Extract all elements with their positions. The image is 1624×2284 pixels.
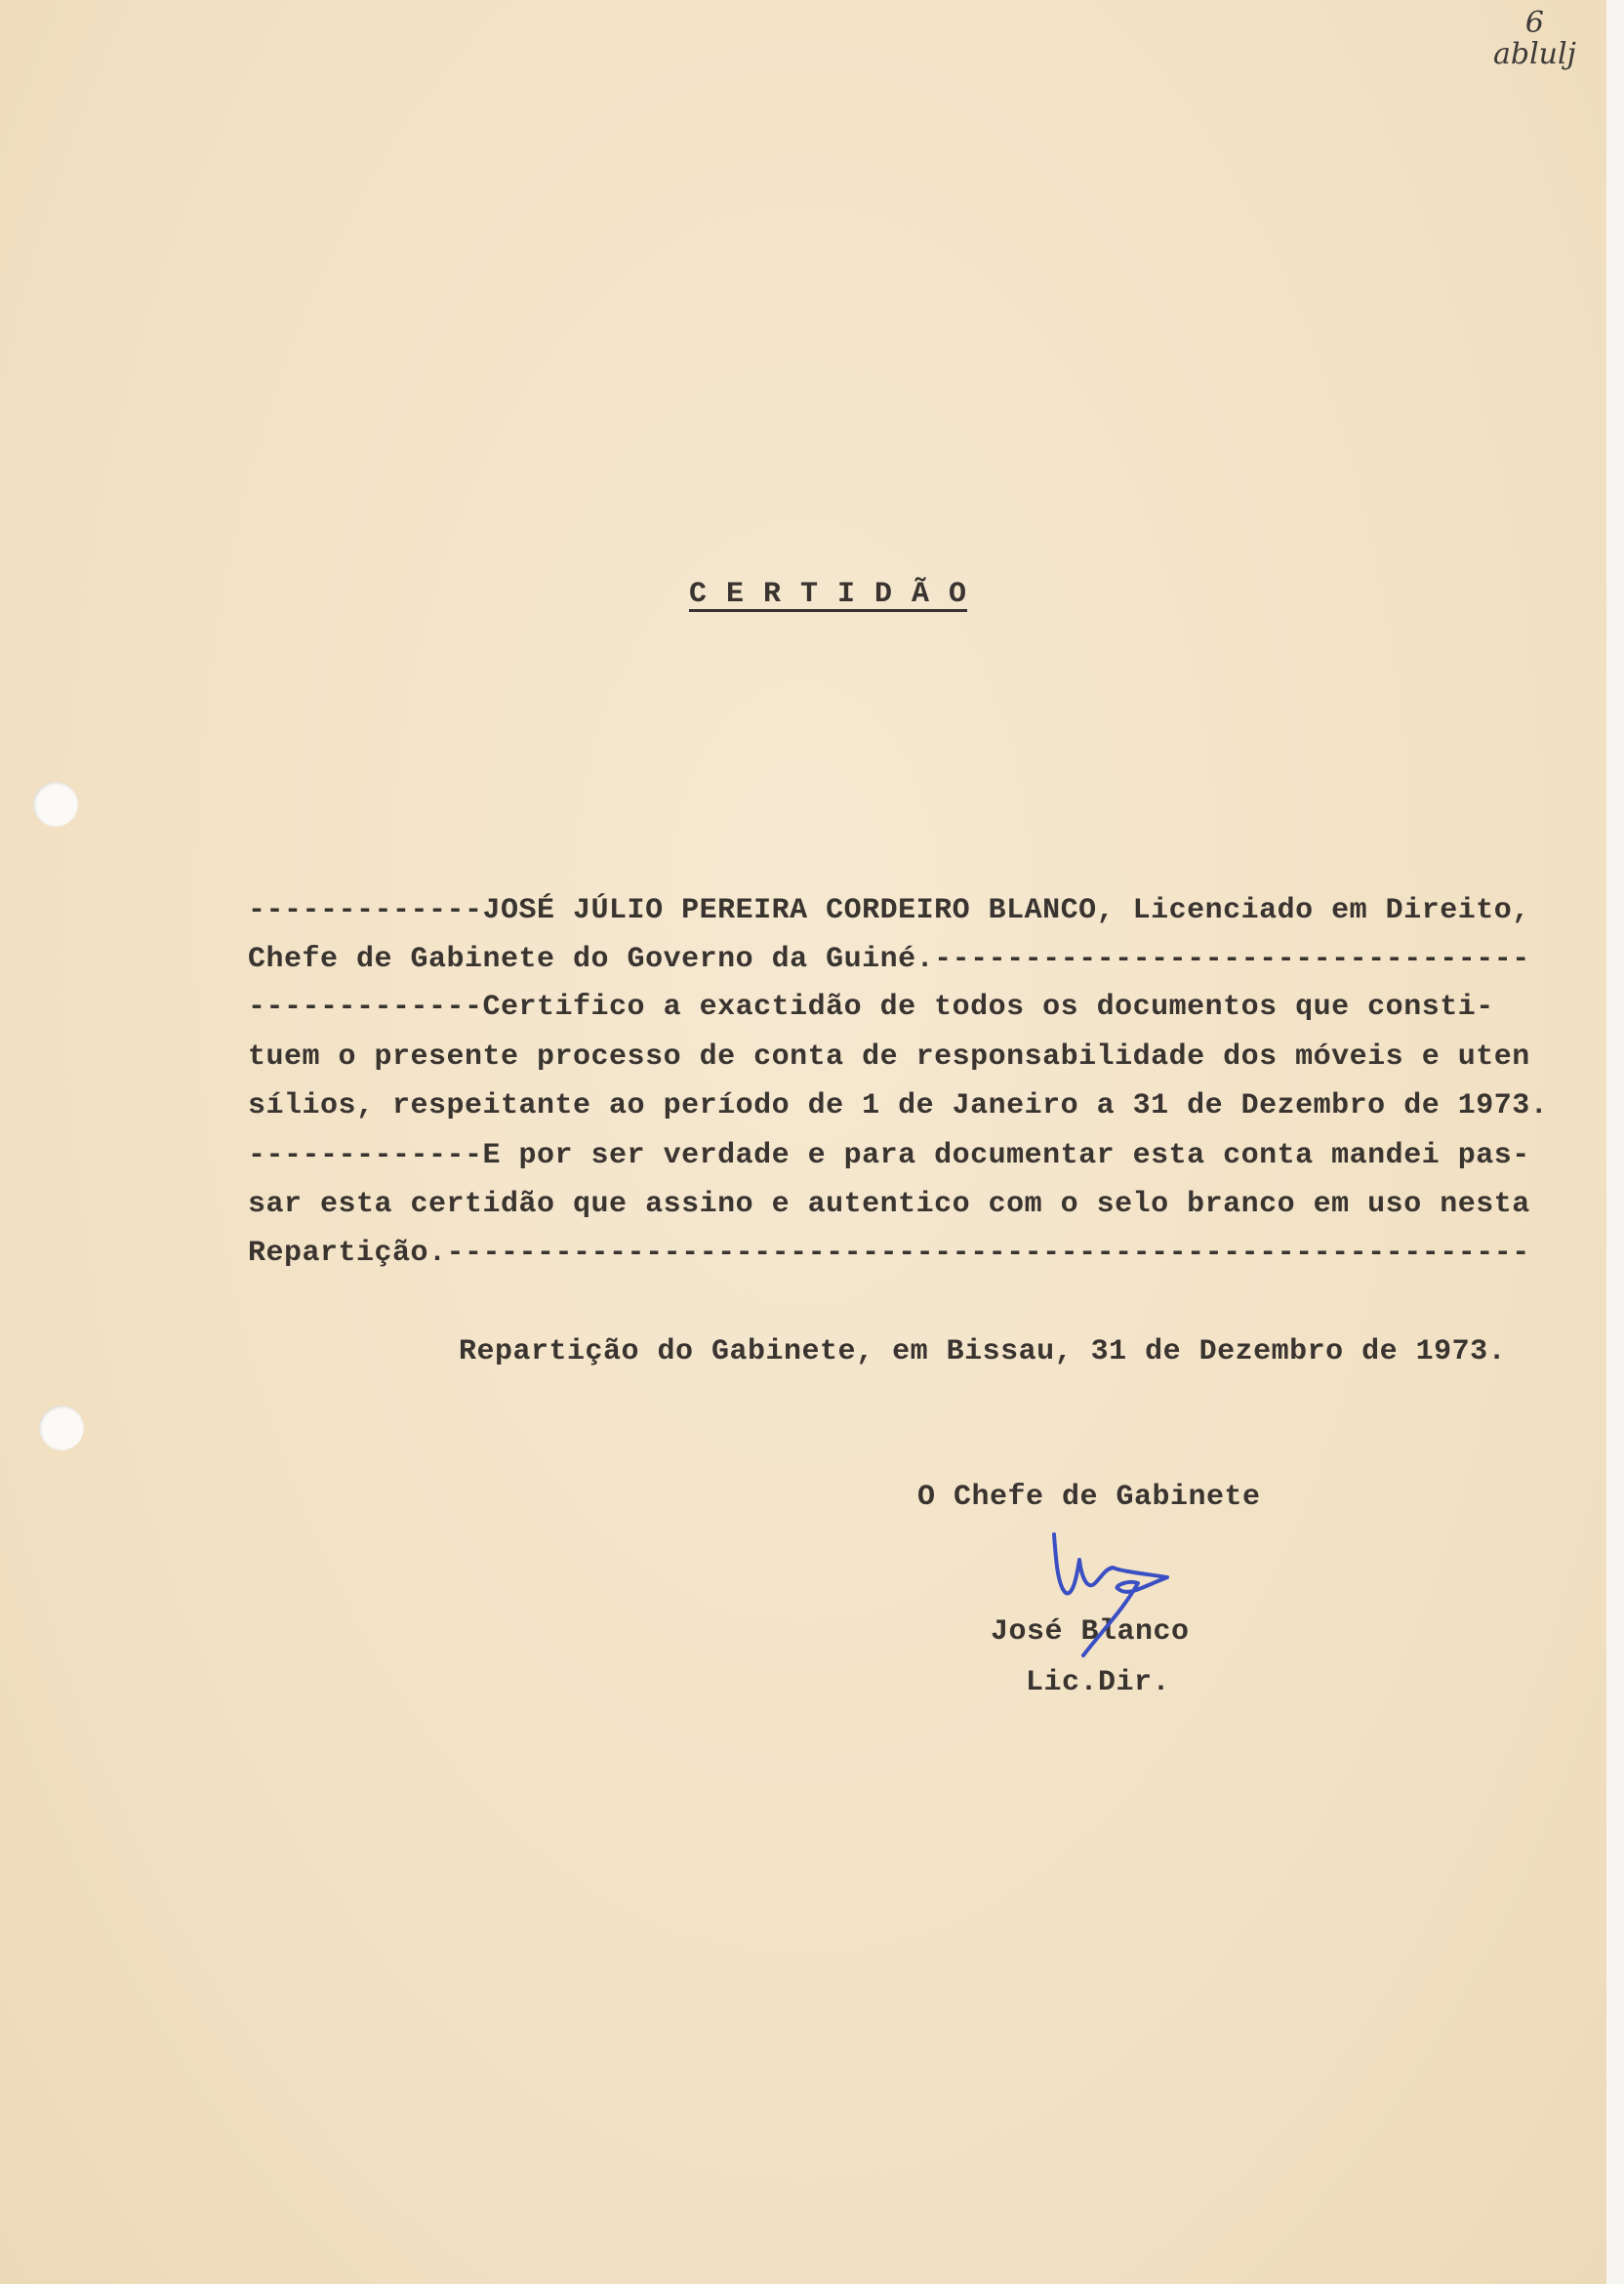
body-line: Chefe de Gabinete do Governo da Guiné.---------------------------------: [248, 943, 1530, 976]
punch-hole: [39, 1406, 84, 1450]
signatory-name: José Blanco: [991, 1615, 1190, 1649]
body-line: -------------E por ser verdade e para documentar esta conta mandei pas-: [248, 1139, 1530, 1172]
page-number-annotation: 6: [1524, 6, 1544, 40]
body-line: sílios, respeitante ao período de 1 de Janeiro a 31 de Dezembro de 1973.: [248, 1089, 1549, 1122]
signatory-title: Lic.Dir.: [1026, 1666, 1171, 1699]
initials-annotation: ablulj: [1493, 37, 1576, 71]
body-line: -------------JOSÉ JÚLIO PEREIRA CORDEIRO BLANCO, Licenciado em Direito,: [248, 894, 1530, 927]
place-date: Repartição do Gabinete, em Bissau, 31 de Dezembro de 1973.: [459, 1335, 1507, 1368]
handwritten-annotation: [1493, 8, 1576, 70]
body-line: Repartição.------------------------------------------------------------: [248, 1237, 1530, 1270]
signatory-role: O Chefe de Gabinete: [917, 1481, 1261, 1514]
body-line: -------------Certifico a exactidão de todos os documentos que consti-: [248, 991, 1494, 1024]
punch-hole: [33, 782, 78, 827]
page-edge: [1606, 0, 1624, 2284]
handwritten-signature: [1044, 1532, 1181, 1669]
body-line: tuem o presente processo de conta de responsabilidade dos móveis e uten: [248, 1040, 1530, 1074]
body-line: sar esta certidão que assino e autentico com o selo branco em uso nesta: [248, 1188, 1530, 1221]
document-title: C E R T I D Ã O: [689, 578, 968, 611]
